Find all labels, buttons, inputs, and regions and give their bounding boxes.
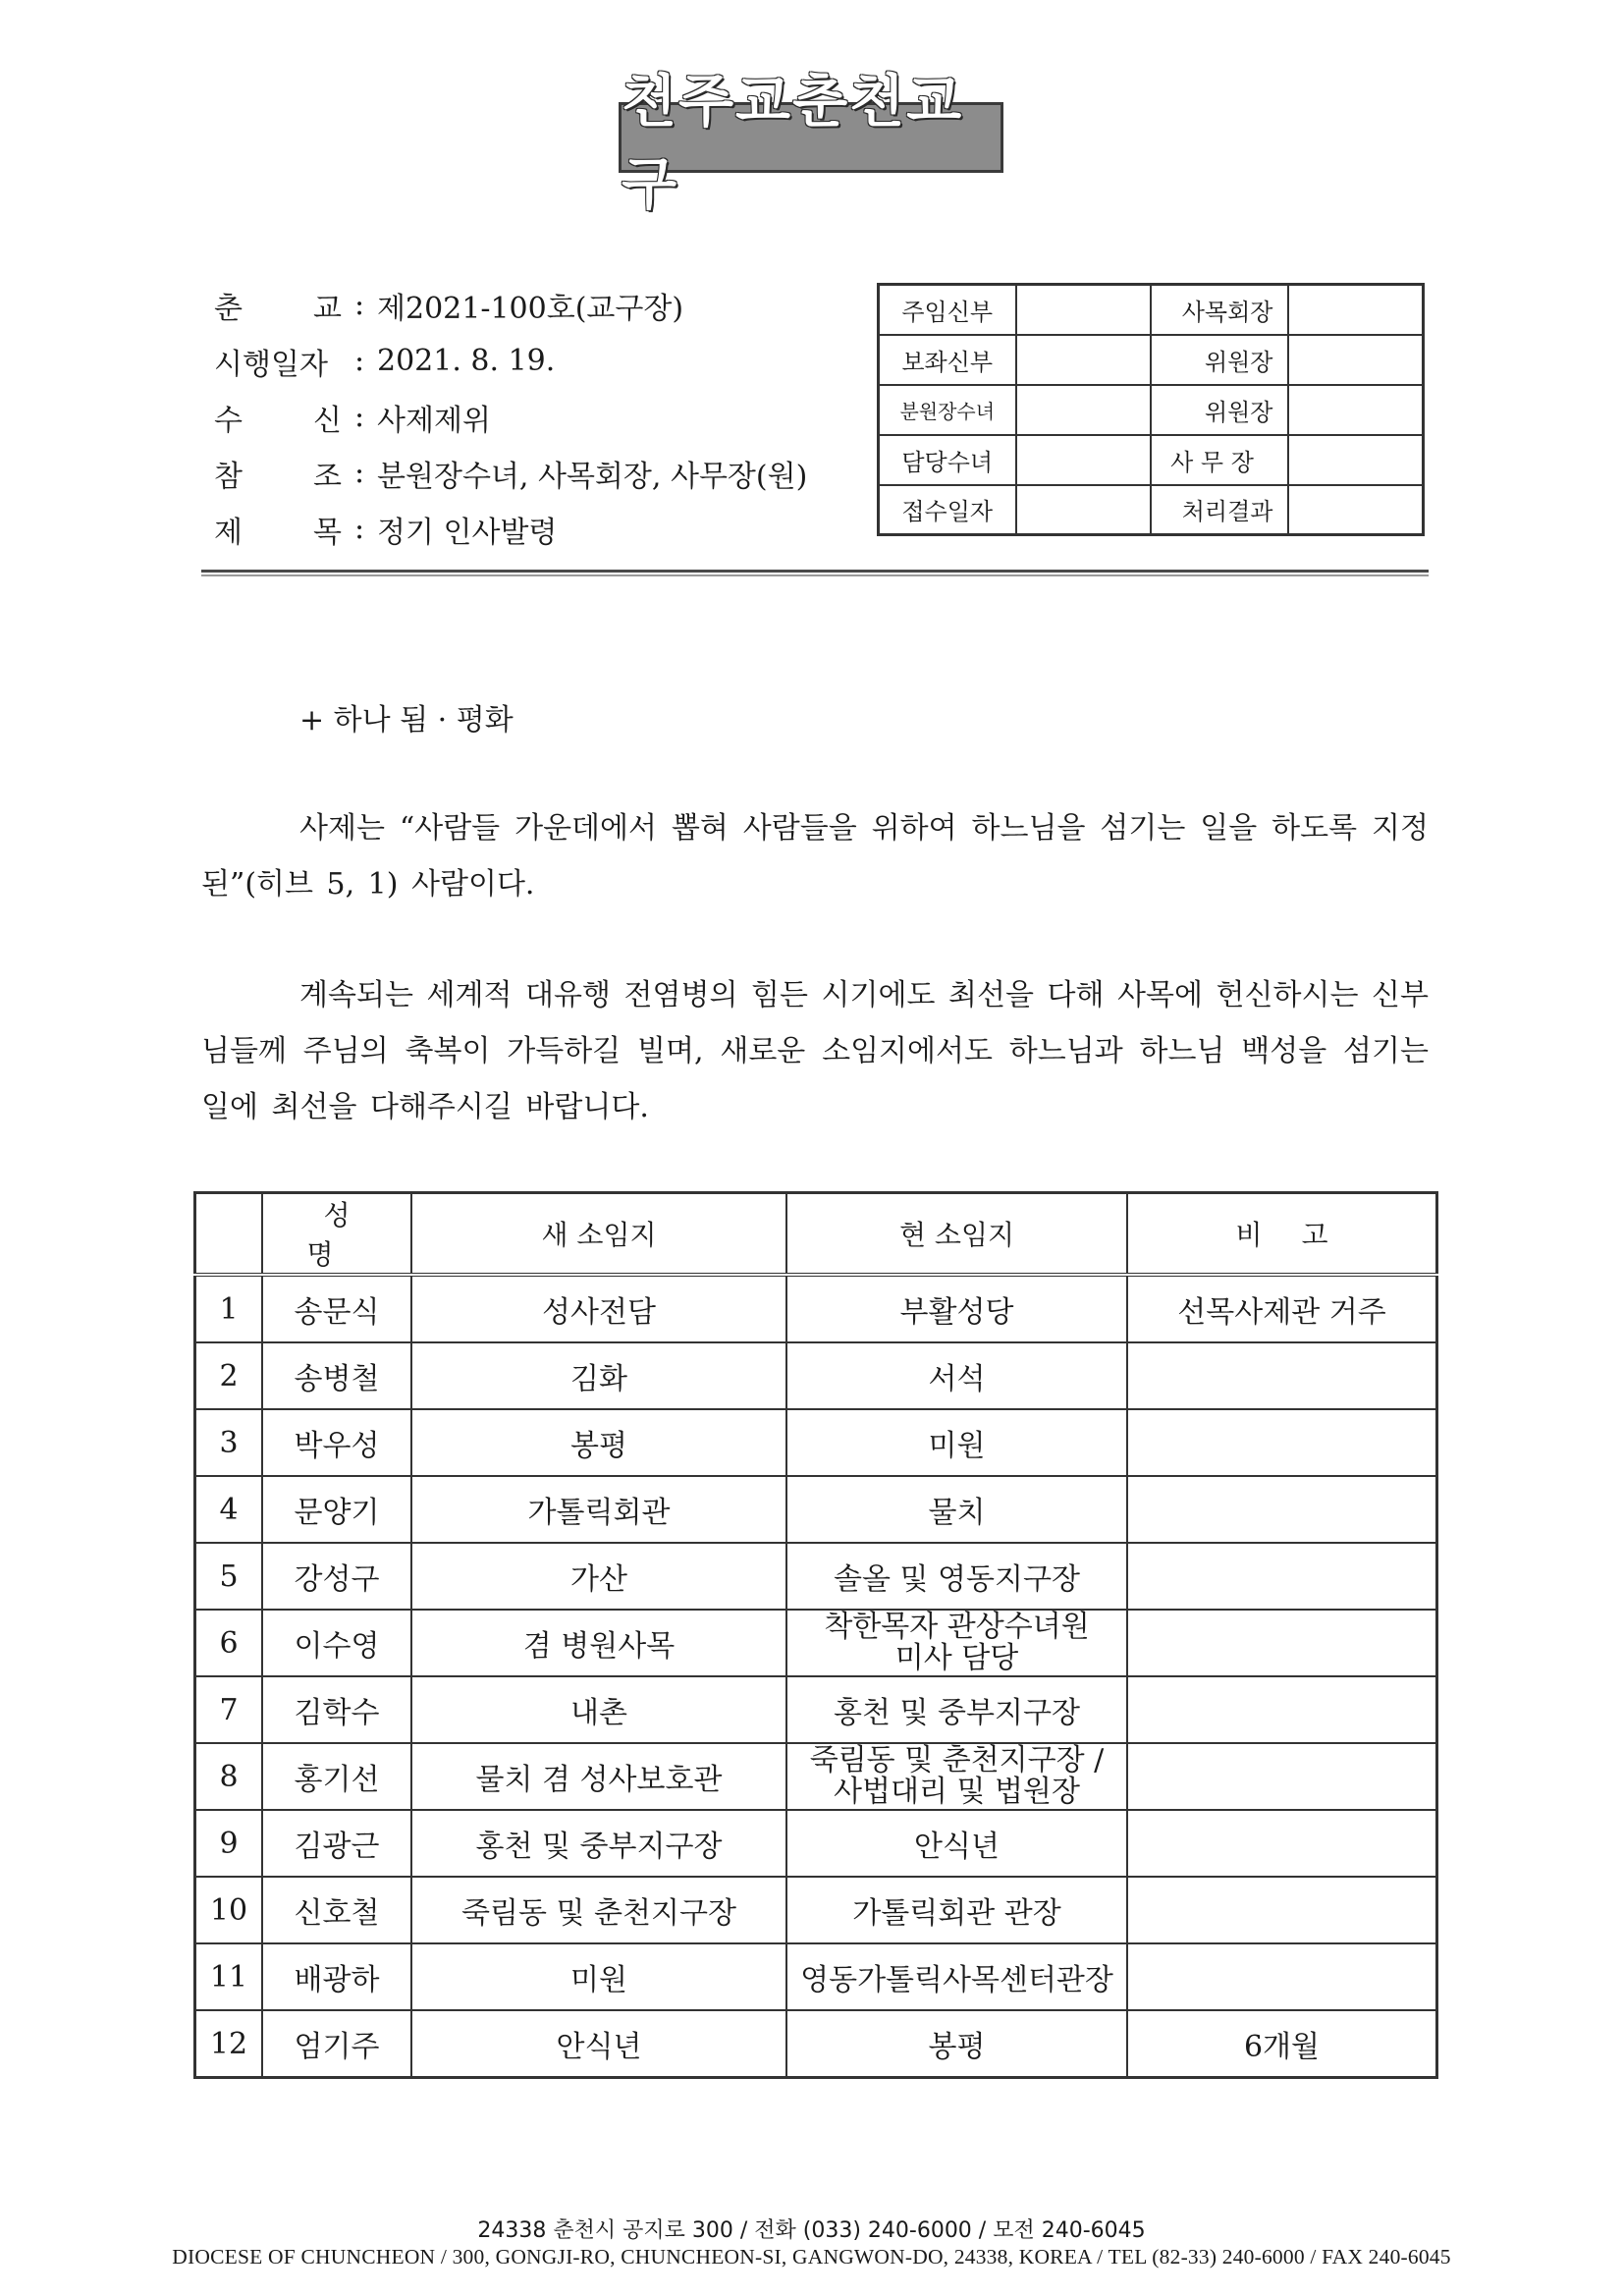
row-current-post: 가톨릭회관 관장 (786, 1877, 1127, 1943)
approval-sign-cell (1016, 335, 1151, 385)
paragraph-2-text: 계속되는 세계적 대유행 전염병의 힘든 시기에도 최선을 다해 사목에 헌신하시는 신부님들께 주님의 축복이 가득하길 빌며, 새로운 소임지에서도 하느님과 하느님 백성을 섬기는 일에 최선을 다해주시길 바랍니다. (201, 978, 1429, 1124)
paragraph-2 (201, 967, 1429, 1135)
row-new-post: 김화 (411, 1342, 786, 1409)
row-number: 9 (195, 1810, 263, 1877)
meta-value-date: 2021. 8. 19. (377, 344, 556, 378)
row-note (1127, 1743, 1437, 1810)
header-new-post: 새 소임지 (411, 1193, 786, 1276)
row-current-post: 미원 (786, 1409, 1127, 1476)
approval-sign-cell (1016, 385, 1151, 435)
row-new-post: 가톨릭회관 (411, 1476, 786, 1543)
table-row (195, 1409, 1437, 1476)
row-name: 강성구 (262, 1543, 411, 1610)
approval-sign-cell (1288, 285, 1424, 335)
approval-label: 보좌신부 (879, 335, 1016, 385)
meta-label-date: 시행일자 (214, 347, 328, 382)
meta-row-date: 시행일자 : 2021. 8. 19. (214, 333, 807, 389)
row-note (1127, 1476, 1437, 1543)
row-current-post: 솔올 및 영동지구장 (786, 1543, 1127, 1610)
row-name: 김광근 (262, 1810, 411, 1877)
footer-address-ko: 24338 춘천시 공지로 300 / 전화 (033) 240-6000 / 모전 240-6045 (477, 2218, 1146, 2243)
table-row (195, 1543, 1437, 1610)
row-number: 3 (195, 1409, 263, 1476)
approval-label: 사목회장 (1151, 285, 1288, 335)
row-current-post-line1: 죽림동 및 춘천지구장 / (809, 1743, 1105, 1777)
table-row (195, 1610, 1437, 1676)
row-note (1127, 1676, 1437, 1743)
header-note: 비고 (1127, 1193, 1437, 1276)
row-number: 4 (195, 1476, 263, 1543)
row-new-post: 가산 (411, 1543, 786, 1610)
approval-row (879, 385, 1424, 435)
row-number: 11 (195, 1943, 263, 2010)
row-name: 신호철 (262, 1877, 411, 1943)
approval-sign-cell (1016, 285, 1151, 335)
row-number: 5 (195, 1543, 263, 1610)
approval-label: 사 무 장 (1151, 435, 1288, 485)
row-current-post: 서석 (786, 1342, 1127, 1409)
row-current-post (786, 1610, 1127, 1676)
row-note (1127, 1342, 1437, 1409)
row-note (1127, 1943, 1437, 2010)
row-current-post: 홍천 및 중부지구장 (786, 1676, 1127, 1743)
row-number: 8 (195, 1743, 263, 1810)
table-row (195, 1943, 1437, 2010)
table-row (195, 2010, 1437, 2078)
header-divider (201, 570, 1429, 576)
table-row (195, 1476, 1437, 1543)
row-name: 문양기 (262, 1476, 411, 1543)
row-note (1127, 1543, 1437, 1610)
approval-sign-cell (1016, 485, 1151, 535)
paragraph-1 (201, 800, 1429, 912)
row-current-post: 안식년 (786, 1810, 1127, 1877)
meta-row-reference: 참 조 : 분원장수녀, 사목회장, 사무장(원) (214, 445, 807, 501)
approval-label: 분원장수녀 (879, 385, 1016, 435)
meta-row-subject: 제 목 : 정기 인사발령 (214, 501, 807, 557)
row-name: 박우성 (262, 1409, 411, 1476)
meta-label-number: 춘 교 (214, 291, 342, 326)
meta-label-recipient: 수 신 (214, 403, 342, 438)
approval-label: 처리결과 (1151, 485, 1288, 535)
header-no (195, 1193, 263, 1276)
row-new-post: 성사전담 (411, 1275, 786, 1342)
row-current-post: 봉평 (786, 2010, 1127, 2078)
paragraph-1-text: 사제는 “사람들 가운데에서 뽑혀 사람들을 위하여 하느님을 섬기는 일을 하도록 지정된”(히브 5, 1) 사람이다. (201, 811, 1429, 902)
approval-sign-cell (1288, 435, 1424, 485)
row-number: 6 (195, 1610, 263, 1676)
row-new-post: 홍천 및 중부지구장 (411, 1810, 786, 1877)
approval-sign-cell (1288, 335, 1424, 385)
row-new-post: 내촌 (411, 1676, 786, 1743)
approval-label: 담당수녀 (879, 435, 1016, 485)
table-row (195, 1810, 1437, 1877)
footer-address-en: DIOCESE OF CHUNCHEON / 300, GONGJI-RO, CHUNCHEON-SI, GANGWON-DO, 24338, KOREA / TEL (82-33) 240-6000 / FAX 240-6045 (172, 2245, 1451, 2269)
row-new-post: 안식년 (411, 2010, 786, 2078)
meta-value-reference: 분원장수녀, 사목회장, 사무장(원) (377, 459, 808, 494)
row-current-post: 물치 (786, 1476, 1127, 1543)
approval-row (879, 435, 1424, 485)
approval-label: 위원장 (1151, 385, 1288, 435)
approval-label: 주임신부 (879, 285, 1016, 335)
row-name: 홍기선 (262, 1743, 411, 1810)
row-note (1127, 1877, 1437, 1943)
table-row (195, 1743, 1437, 1810)
meta-value-subject: 정기 인사발령 (377, 515, 558, 550)
row-current-post: 영동가톨릭사목센터관장 (786, 1943, 1127, 2010)
row-name: 송병철 (262, 1342, 411, 1409)
row-new-post: 겸 병원사목 (411, 1610, 786, 1676)
row-current-post: 부활성당 (786, 1275, 1127, 1342)
meta-row-recipient: 수 신 : 사제제위 (214, 389, 807, 445)
row-new-post: 물치 겸 성사보호관 (411, 1743, 786, 1810)
diocese-logo (619, 68, 1003, 217)
table-row (195, 1275, 1437, 1342)
row-number: 1 (195, 1275, 263, 1342)
table-row (195, 1877, 1437, 1943)
row-name: 이수영 (262, 1610, 411, 1676)
meta-label-reference: 참 조 (214, 459, 342, 494)
row-new-post: 죽림동 및 춘천지구장 (411, 1877, 786, 1943)
row-name: 송문식 (262, 1275, 411, 1342)
row-name: 엄기주 (262, 2010, 411, 2078)
row-name: 김학수 (262, 1676, 411, 1743)
meta-value-recipient: 사제제위 (377, 403, 491, 438)
row-note: 6개월 (1127, 2010, 1437, 2078)
approval-row (879, 485, 1424, 535)
row-number: 7 (195, 1676, 263, 1743)
approval-row (879, 285, 1424, 335)
row-note (1127, 1409, 1437, 1476)
row-number: 2 (195, 1342, 263, 1409)
row-new-post: 봉평 (411, 1409, 786, 1476)
row-note (1127, 1610, 1437, 1676)
meta-value-number: 제2021-100호(교구장) (377, 291, 684, 326)
row-current-post-line2: 미사 담당 (894, 1641, 1019, 1675)
approval-sign-cell (1288, 485, 1424, 535)
approval-sign-cell (1016, 435, 1151, 485)
meta-label-subject: 제 목 (214, 515, 342, 550)
approval-label: 위원장 (1151, 335, 1288, 385)
meta-row-number: 춘 교 : 제2021-100호(교구장) (214, 277, 807, 333)
approval-row (879, 335, 1424, 385)
header-name: 성명 (262, 1193, 411, 1276)
table-row (195, 1676, 1437, 1743)
row-note (1127, 1810, 1437, 1877)
row-current-post-line1: 착한목자 관상수녀원 (824, 1610, 1090, 1644)
row-name: 배광하 (262, 1943, 411, 2010)
row-new-post: 미원 (411, 1943, 786, 2010)
appointment-table (193, 1191, 1438, 2079)
row-note: 선목사제관 거주 (1127, 1275, 1437, 1342)
logo-text: 천주교춘천교구 (622, 68, 964, 217)
row-current-post-line2: 사법대리 및 법원장 (834, 1775, 1080, 1809)
approval-table (877, 283, 1425, 536)
table-row (195, 1342, 1437, 1409)
row-current-post (786, 1743, 1127, 1810)
approval-label: 접수일자 (879, 485, 1016, 535)
greeting: + 하나 됨 · 평화 (299, 703, 514, 738)
approval-sign-cell (1288, 385, 1424, 435)
appointment-header-row (195, 1193, 1437, 1276)
row-number: 10 (195, 1877, 263, 1943)
document-meta (214, 277, 807, 557)
header-current-post: 현 소임지 (786, 1193, 1127, 1276)
row-number: 12 (195, 2010, 263, 2078)
